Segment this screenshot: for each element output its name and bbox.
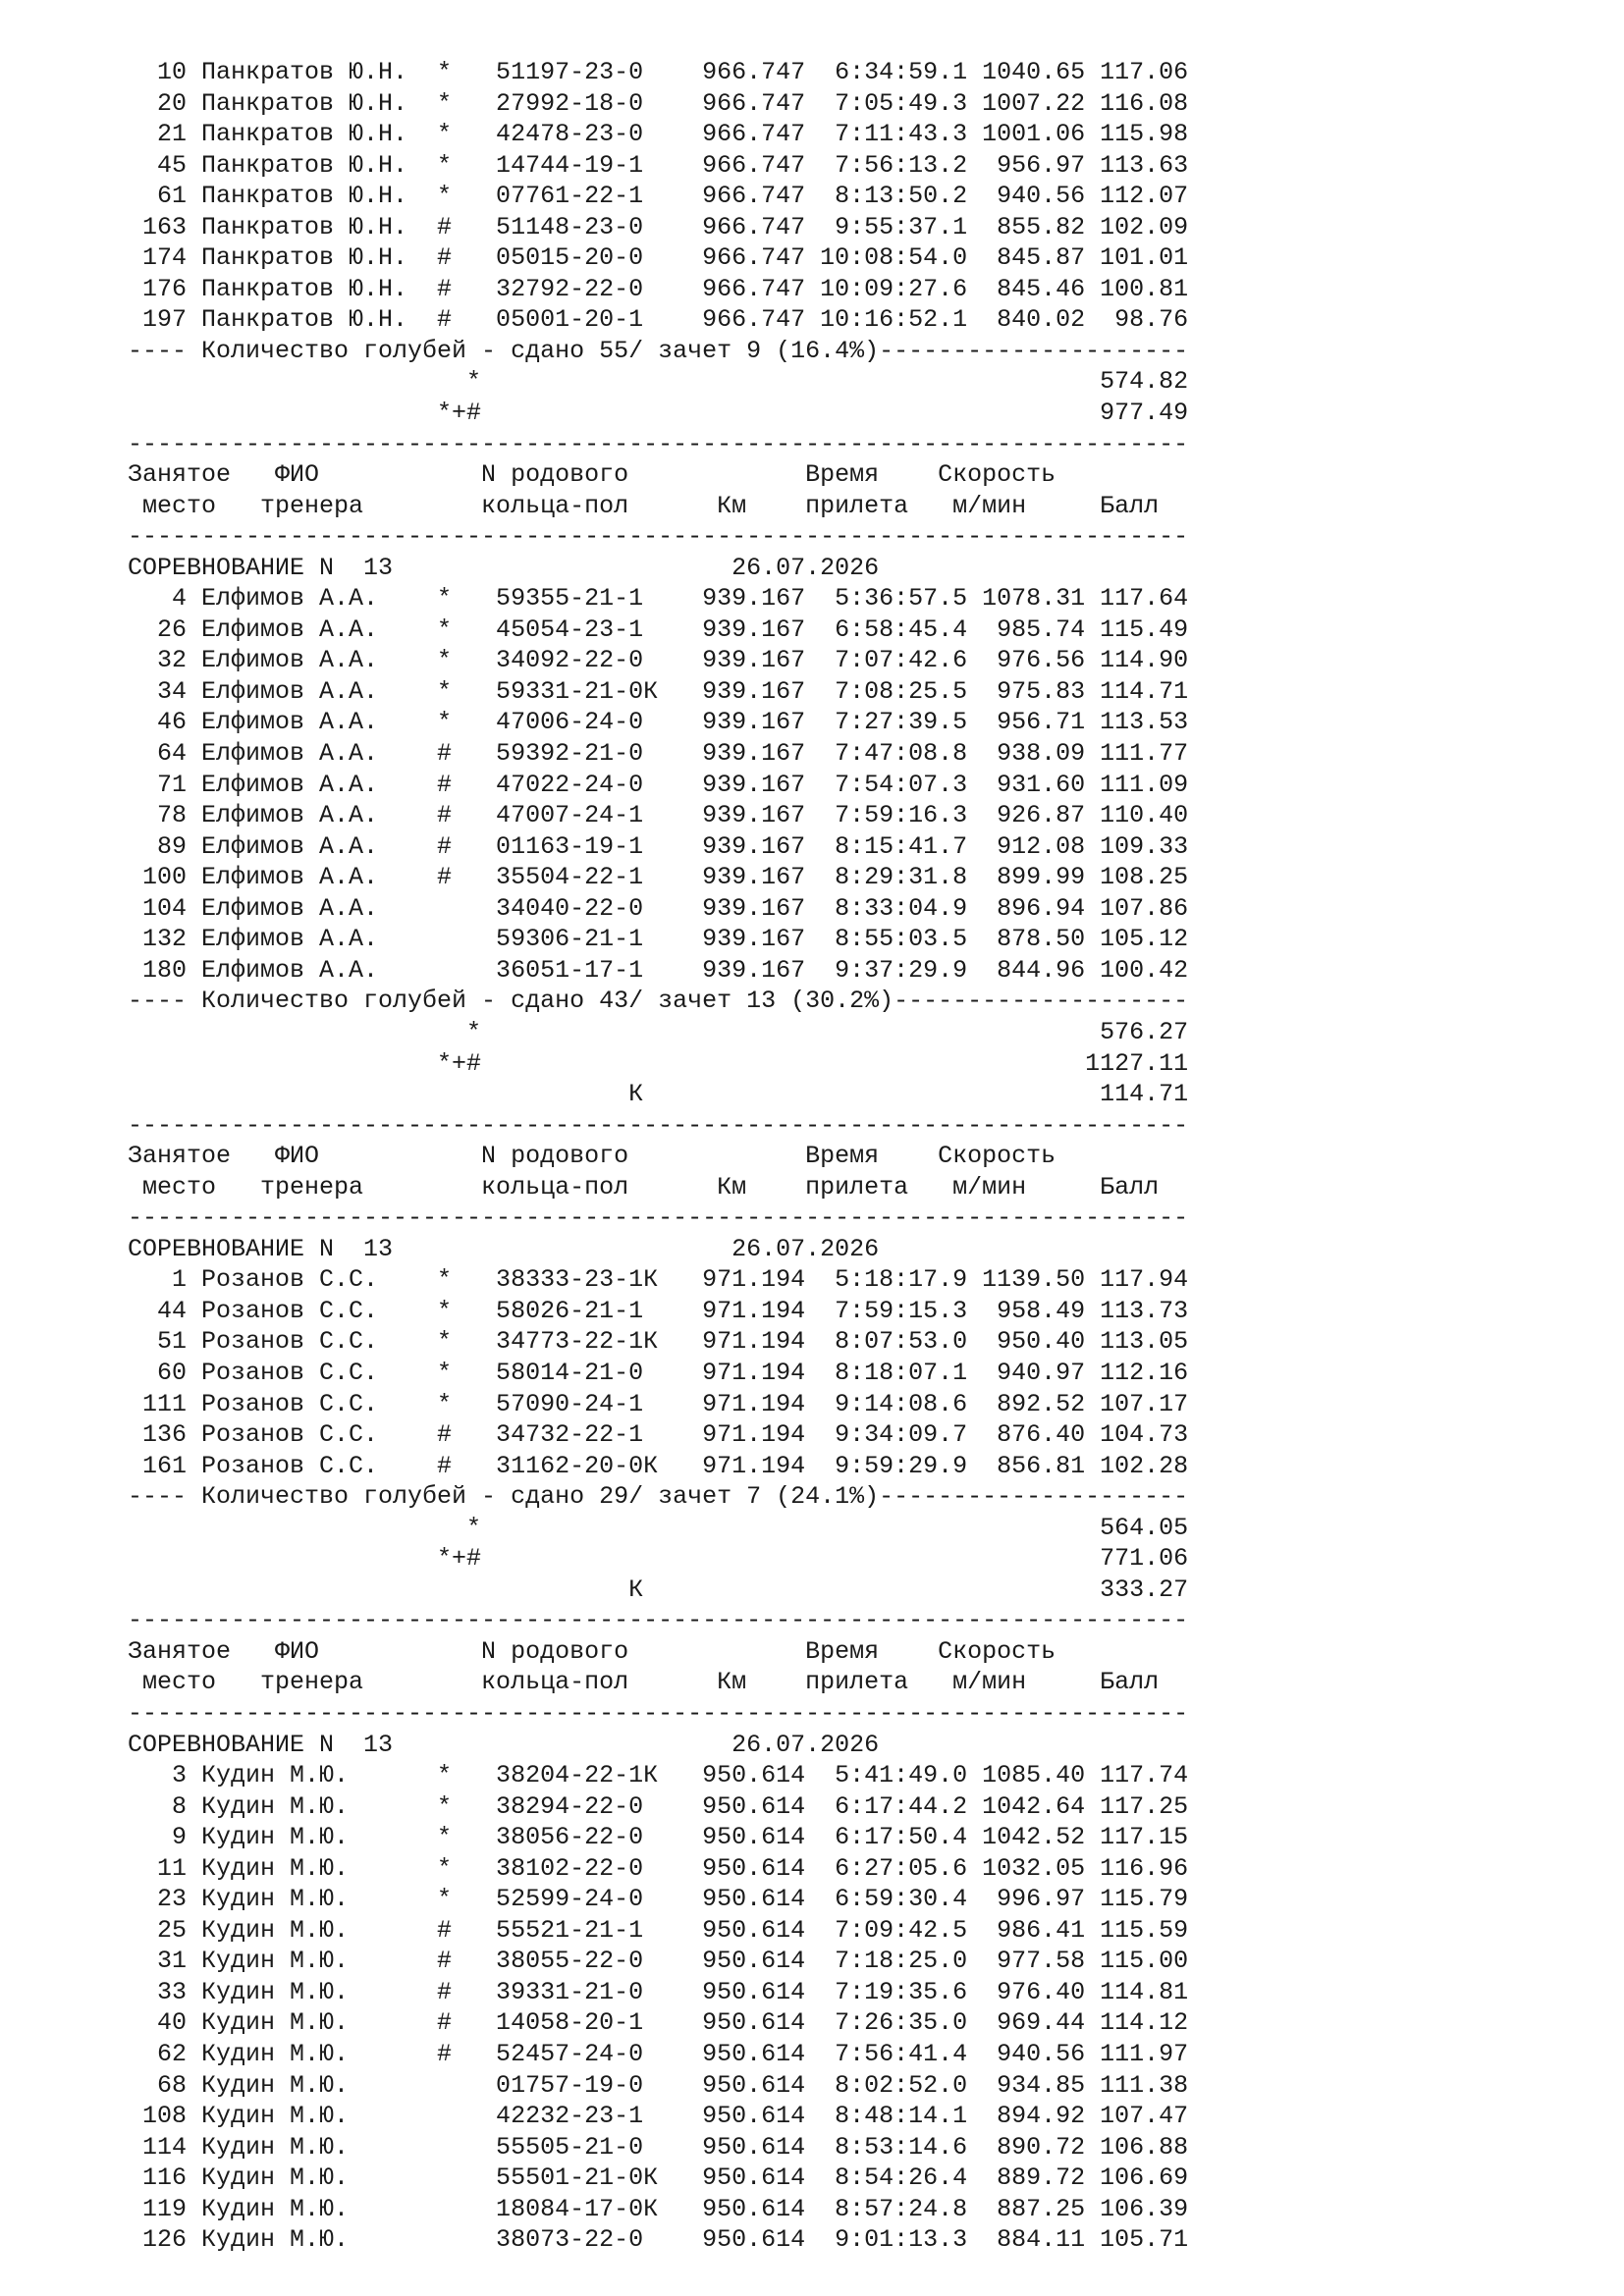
result-row: 45 Панкратов Ю.Н. * 14744-19-1 966.747 7:56:13.2 956.97 113.63 xyxy=(128,150,1189,180)
result-row: 20 Панкратов Ю.Н. * 27992-18-0 966.747 7:05:49.3 1007.22 116.08 xyxy=(128,88,1189,118)
result-row: 23 Кудин М.Ю. * 52599-24-0 950.614 6:59:30.4 996.97 115.79 xyxy=(128,1885,1189,1914)
result-row: 104 Елфимов А.А. 34040-22-0 939.167 8:33:04.9 896.94 107.86 xyxy=(128,893,1189,923)
result-row: 161 Розанов С.С. # 31162-20-0К 971.194 9:59:29.9 856.81 102.28 xyxy=(128,1451,1189,1480)
separator-line: ------------------------------------------------------------------------ xyxy=(128,1698,1189,1728)
column-header-line: место тренера кольца-пол Км прилета м/мин Балл xyxy=(128,1668,1160,1697)
results-printout xyxy=(128,57,1188,2256)
result-row: 64 Елфимов А.А. # 59392-21-0 939.167 7:47:08.8 938.09 111.77 xyxy=(128,739,1189,769)
result-row: 31 Кудин М.Ю. # 38055-22-0 950.614 7:18:25.0 977.58 115.00 xyxy=(128,1947,1189,1976)
result-row: 26 Елфимов А.А. * 45054-23-1 939.167 6:58:45.4 985.74 115.49 xyxy=(128,614,1189,644)
result-row: 3 Кудин М.Ю. * 38204-22-1К 950.614 5:41:49.0 1085.40 117.74 xyxy=(128,1761,1189,1790)
result-row: 114 Кудин М.Ю. 55505-21-0 950.614 8:53:14.6 890.72 106.88 xyxy=(128,2132,1189,2162)
group-total-line: К 114.71 xyxy=(128,1080,1189,1109)
result-row: 44 Розанов С.С. * 58026-21-1 971.194 7:59:15.3 958.49 113.73 xyxy=(128,1296,1189,1325)
result-row: 100 Елфимов А.А. # 35504-22-1 939.167 8:29:31.8 899.99 108.25 xyxy=(128,863,1189,892)
result-row: 32 Елфимов А.А. * 34092-22-0 939.167 7:07:42.6 976.56 114.90 xyxy=(128,646,1189,675)
result-row: 51 Розанов С.С. * 34773-22-1К 971.194 8:07:53.0 950.40 113.05 xyxy=(128,1327,1189,1357)
group-total-line: * 576.27 xyxy=(128,1017,1189,1046)
result-row: 174 Панкратов Ю.Н. # 05015-20-0 966.747 10:08:54.0 845.87 101.01 xyxy=(128,243,1189,273)
group-summary-line: ---- Количество голубей - сдано 43/ зачет 13 (30.2%)-------------------- xyxy=(128,987,1189,1016)
group-total-line: * 564.05 xyxy=(128,1513,1189,1542)
result-row: 126 Кудин М.Ю. 38073-22-0 950.614 9:01:13.3 884.11 105.71 xyxy=(128,2225,1189,2255)
result-row: 11 Кудин М.Ю. * 38102-22-0 950.614 6:27:05.6 1032.05 116.96 xyxy=(128,1853,1189,1883)
result-row: 136 Розанов С.С. # 34732-22-1 971.194 9:34:09.7 876.40 104.73 xyxy=(128,1420,1189,1450)
result-row: 180 Елфимов А.А. 36051-17-1 939.167 9:37:29.9 844.96 100.42 xyxy=(128,955,1189,985)
result-row: 40 Кудин М.Ю. # 14058-20-1 950.614 7:26:35.0 969.44 114.12 xyxy=(128,2008,1189,2038)
result-row: 163 Панкратов Ю.Н. # 51148-23-0 966.747 9:55:37.1 855.82 102.09 xyxy=(128,212,1189,241)
result-row: 1 Розанов С.С. * 38333-23-1К 971.194 5:18:17.9 1139.50 117.94 xyxy=(128,1265,1189,1295)
result-row: 62 Кудин М.Ю. # 52457-24-0 950.614 7:56:41.4 940.56 111.97 xyxy=(128,2040,1189,2068)
result-row: 78 Елфимов А.А. # 47007-24-1 939.167 7:59:16.3 926.87 110.40 xyxy=(128,801,1189,830)
competition-title-line: СОРЕВНОВАНИЕ N 13 26.07.2026 xyxy=(128,1234,880,1263)
column-header-line: Занятое ФИО N родового Время Скорость xyxy=(128,1142,1056,1171)
group-total-line: *+# 977.49 xyxy=(128,399,1189,428)
result-row: 60 Розанов С.С. * 58014-21-0 971.194 8:18:07.1 940.97 112.16 xyxy=(128,1358,1189,1387)
result-row: 176 Панкратов Ю.Н. # 32792-22-0 966.747 10:09:27.6 845.46 100.81 xyxy=(128,274,1189,303)
result-row: 197 Панкратов Ю.Н. # 05001-20-1 966.747 10:16:52.1 840.02 98.76 xyxy=(128,305,1189,335)
result-row: 10 Панкратов Ю.Н. * 51197-23-0 966.747 6:34:59.1 1040.65 117.06 xyxy=(128,58,1189,86)
result-row: 25 Кудин М.Ю. # 55521-21-1 950.614 7:09:42.5 986.41 115.59 xyxy=(128,1915,1189,1945)
result-row: 68 Кудин М.Ю. 01757-19-0 950.614 8:02:52.0 934.85 111.38 xyxy=(128,2070,1189,2100)
result-row: 8 Кудин М.Ю. * 38294-22-0 950.614 6:17:44.2 1042.64 117.25 xyxy=(128,1791,1189,1821)
separator-line: ------------------------------------------------------------------------ xyxy=(128,1606,1189,1635)
column-header-line: Занятое ФИО N родового Время Скорость xyxy=(128,1636,1056,1666)
separator-line: ------------------------------------------------------------------------ xyxy=(128,522,1189,552)
result-row: 4 Елфимов А.А. * 59355-21-1 939.167 5:36:57.5 1078.31 117.64 xyxy=(128,584,1189,614)
result-row: 71 Елфимов А.А. # 47022-24-0 939.167 7:54:07.3 931.60 111.09 xyxy=(128,770,1189,799)
separator-line: ------------------------------------------------------------------------ xyxy=(128,1110,1189,1140)
group-total-line: *+# 1127.11 xyxy=(128,1048,1189,1078)
result-row: 34 Елфимов А.А. * 59331-21-0К 939.167 7:08:25.5 975.83 114.71 xyxy=(128,676,1189,706)
result-row: 89 Елфимов А.А. # 01163-19-1 939.167 8:15:41.7 912.08 109.33 xyxy=(128,831,1189,861)
result-row: 116 Кудин М.Ю. 55501-21-0К 950.614 8:54:26.4 889.72 106.69 xyxy=(128,2163,1189,2193)
result-row: 61 Панкратов Ю.Н. * 07761-22-1 966.747 8:13:50.2 940.56 112.07 xyxy=(128,182,1189,211)
group-summary-line: ---- Количество голубей - сдано 29/ зачет 7 (24.1%)--------------------- xyxy=(128,1482,1189,1512)
group-total-line: * 574.82 xyxy=(128,367,1189,397)
result-row: 21 Панкратов Ю.Н. * 42478-23-0 966.747 7:11:43.3 1001.06 115.98 xyxy=(128,120,1189,149)
result-row: 33 Кудин М.Ю. # 39331-21-0 950.614 7:19:35.6 976.40 114.81 xyxy=(128,1977,1189,2006)
result-row: 111 Розанов С.С. * 57090-24-1 971.194 9:14:08.6 892.52 107.17 xyxy=(128,1389,1189,1418)
result-row: 9 Кудин М.Ю. * 38056-22-0 950.614 6:17:50.4 1042.52 117.15 xyxy=(128,1823,1189,1852)
result-row: 132 Елфимов А.А. 59306-21-1 939.167 8:55:03.5 878.50 105.12 xyxy=(128,925,1189,954)
group-total-line: К 333.27 xyxy=(128,1575,1189,1604)
group-summary-line: ---- Количество голубей - сдано 55/ зачет 9 (16.4%)--------------------- xyxy=(128,336,1189,365)
group-total-line: *+# 771.06 xyxy=(128,1544,1189,1574)
competition-title-line: СОРЕВНОВАНИЕ N 13 26.07.2026 xyxy=(128,1730,880,1759)
result-row: 46 Елфимов А.А. * 47006-24-0 939.167 7:27:39.5 956.71 113.53 xyxy=(128,708,1189,737)
result-row: 108 Кудин М.Ю. 42232-23-1 950.614 8:48:14.1 894.92 107.47 xyxy=(128,2102,1189,2131)
column-header-line: место тренера кольца-пол Км прилета м/мин Балл xyxy=(128,1172,1160,1201)
result-row: 119 Кудин М.Ю. 18084-17-0К 950.614 8:57:24.8 887.25 106.39 xyxy=(128,2194,1189,2223)
separator-line: ------------------------------------------------------------------------ xyxy=(128,1203,1189,1233)
column-header-line: место тренера кольца-пол Км прилета м/мин Балл xyxy=(128,491,1160,520)
column-header-line: Занятое ФИО N родового Время Скорость xyxy=(128,460,1056,490)
competition-title-line: СОРЕВНОВАНИЕ N 13 26.07.2026 xyxy=(128,553,880,582)
separator-line: ------------------------------------------------------------------------ xyxy=(128,429,1189,458)
